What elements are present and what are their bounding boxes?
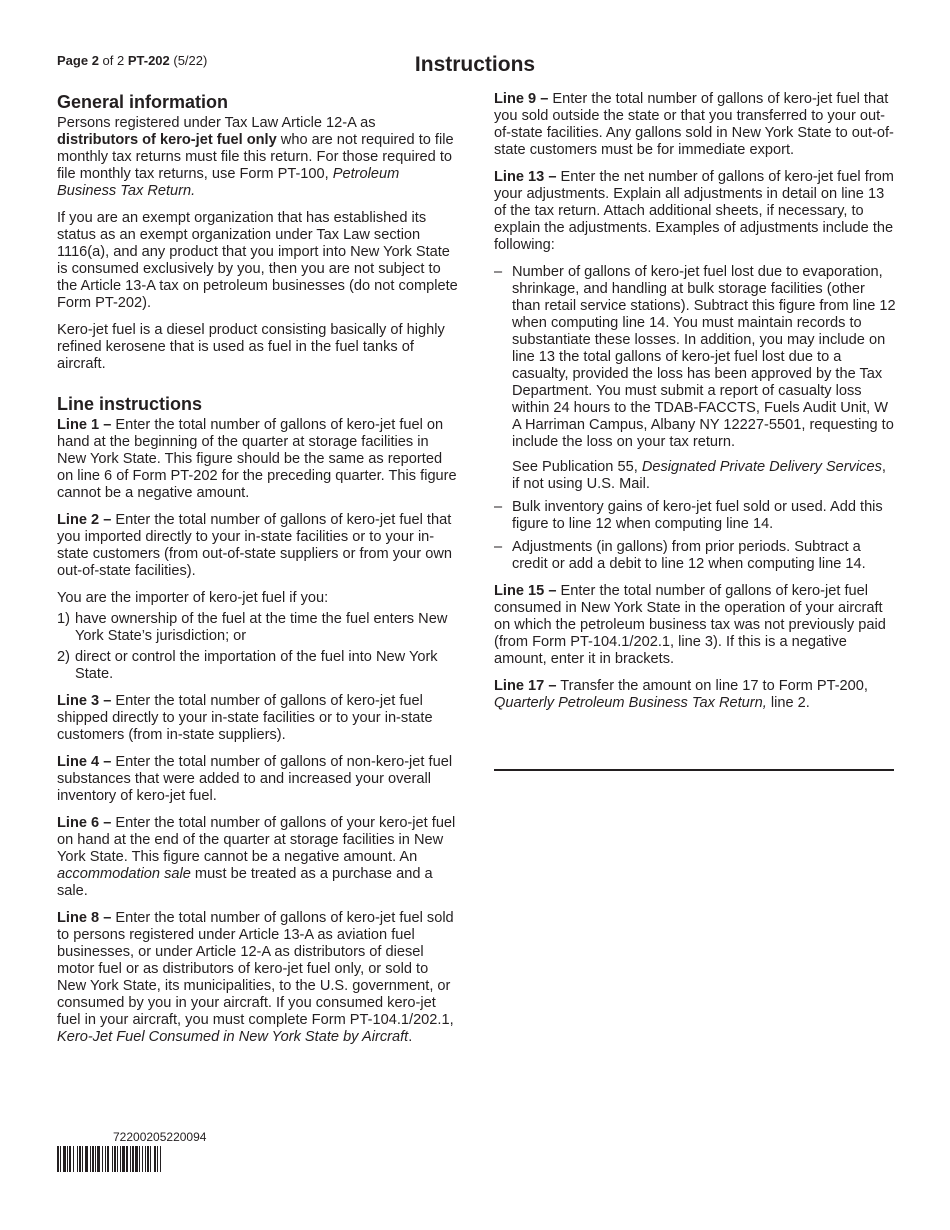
adjustment-item-2: – Bulk inventory gains of kero-jet fuel sold or used. Add this figure to line 12 when computing line 14. [494,499,883,532]
importer-intro: You are the importer of kero-jet fuel if you: [57,590,329,606]
adjustment-item-3: – Adjustments (in gallons) from prior periods. Subtract a credit or add a debit to line 12 when computing line 14. [494,539,866,572]
barcode-bar [161,1146,162,1172]
line-instructions-heading: Line instructions [57,394,203,414]
general-paragraph-3: Kero-jet fuel is a diesel product consisting basically of highly refined kerosene that is used as fuel in the fuel tanks of aircraft. [57,322,445,372]
line-15-instruction: Line 15 – Enter the total number of gallons of kero-jet fuel consumed in New York State in the operation of your aircraft on which the petroleum business tax was not previously paid (from Form PT-104.1/202.1, line 3). If this is a negative amount, enter it in brackets. [494,583,886,667]
general-paragraph-1: Persons registered under Tax Law Article 12-A as distributors of kero-jet fuel only who are not required to file monthly tax returns must file this return. For those required to file monthly tax returns, use Form PT-100, Petroleum Business Tax Return. [57,115,454,199]
line-8-instruction: Line 8 – Enter the total number of gallons of kero-jet fuel sold to persons registered under Article 13-A as aviation fuel businesses, or under Article 12-A as distributors of diesel motor fuel or as distributors of kero-jet fuel only, or sold to New York State, its municipalities, to the U.S. government, or consumed by you in your aircraft. If you consumed kero-jet fuel in your aircraft, you must complete Form PT-104.1/202.1, Kero-Jet Fuel Consumed in New York State by Aircraft. [57,910,454,1045]
importer-item-1: 1) have ownership of the fuel at the time the fuel enters New York State’s jurisdiction; or [57,611,448,644]
barcode [57,1131,269,1172]
line-4-instruction: Line 4 – Enter the total number of gallons of non-kero-jet fuel substances that were added to and increased your overall inventory of kero-jet fuel. [57,754,453,804]
line-6-instruction: Line 6 – Enter the total number of gallons of your kero-jet fuel on hand at the end of the quarter at storage facilities in New York State. This figure cannot be a negative amount. An accommodation sale must be treated as a purchase and a sale. [57,815,456,899]
general-paragraph-2: If you are an exempt organization that has established its status as an exempt organization under Tax Law section 1116(a), and any product that you import into New York State is consumed exclusively by you, then you are not subject to the Article 13-A tax on petroleum businesses (do not complete Form PT-202). [57,210,458,311]
importer-item-2: 2) direct or control the importation of the fuel into New York State. [57,649,438,682]
barcode-number: 72200205220094 [113,1130,207,1144]
line-13-instruction: Line 13 – Enter the net number of gallons of kero-jet fuel from your adjustments. Explain all adjustments in detail on line 13 of the tax return. Attach additional sheets, if necessary, to explain the adjustments. Examples of adjustments include the following: [494,169,894,253]
line-17-instruction: Line 17 – Transfer the amount on line 17 to Form PT-200, Quarterly Petroleum Business Tax Return, line 2. [494,678,868,711]
line-3-instruction: Line 3 – Enter the total number of gallons of kero-jet fuel shipped directly to your in-state facilities or to your in-state customers (from in-state suppliers). [57,693,433,743]
line-2-instruction: Line 2 – Enter the total number of gallons of kero-jet fuel that you imported directly to your in-state facilities or to your in-state customers (from out-of-state suppliers or from your own out-of-state facilities). [57,512,452,579]
page-title: Instructions [414,53,536,76]
barcode-bars [57,1146,269,1172]
page-label: Page 2 of 2 [57,53,128,68]
line-9-instruction: Line 9 – Enter the total number of gallons of kero-jet fuel that you sold outside the state or that you transferred to your out-of-state facilities. Any gallons sold in New York State to out-of-state customers must be for immediate export. [494,91,894,158]
section-divider [494,769,894,771]
line-1-instruction: Line 1 – Enter the total number of gallons of kero-jet fuel on hand at the beginning of the quarter at storage facilities in New York State. This figure should be the same as reported on line 6 of Form PT-202 for the preceding quarter. This figure cannot be a negative amount. [57,417,457,501]
left-column [57,91,459,1056]
adjustment-item-1: – Number of gallons of kero-jet fuel lost due to evaporation, shrinkage, and handling at bulk storage facilities (other than retail service stations). Subtract this figure from line 12 when computing line 14. You must maintain records to substantiate these losses. In addition, you may include on line 13 the total gallons of kero-jet fuel lost due to a casualty, provided the loss has been approved by the Tax Department. You must submit a report of casualty loss within 24 hours to the TDAB-FACCTS, Fuels Audit Unit, W A Harriman Campus, Albany NY 12227-5501, requesting to include the loss on your tax return. See Publication 55, Designated Private Delivery Services, if not using U.S. Mail. [494,264,896,492]
publication-55-note: See Publication 55, Designated Private Delivery Services, if not using U.S. Mail. [512,459,886,492]
form-date: (5/22) [169,53,208,68]
right-column [494,91,896,722]
general-information-heading: General information [57,92,229,112]
form-id: PT-202 [127,53,170,68]
